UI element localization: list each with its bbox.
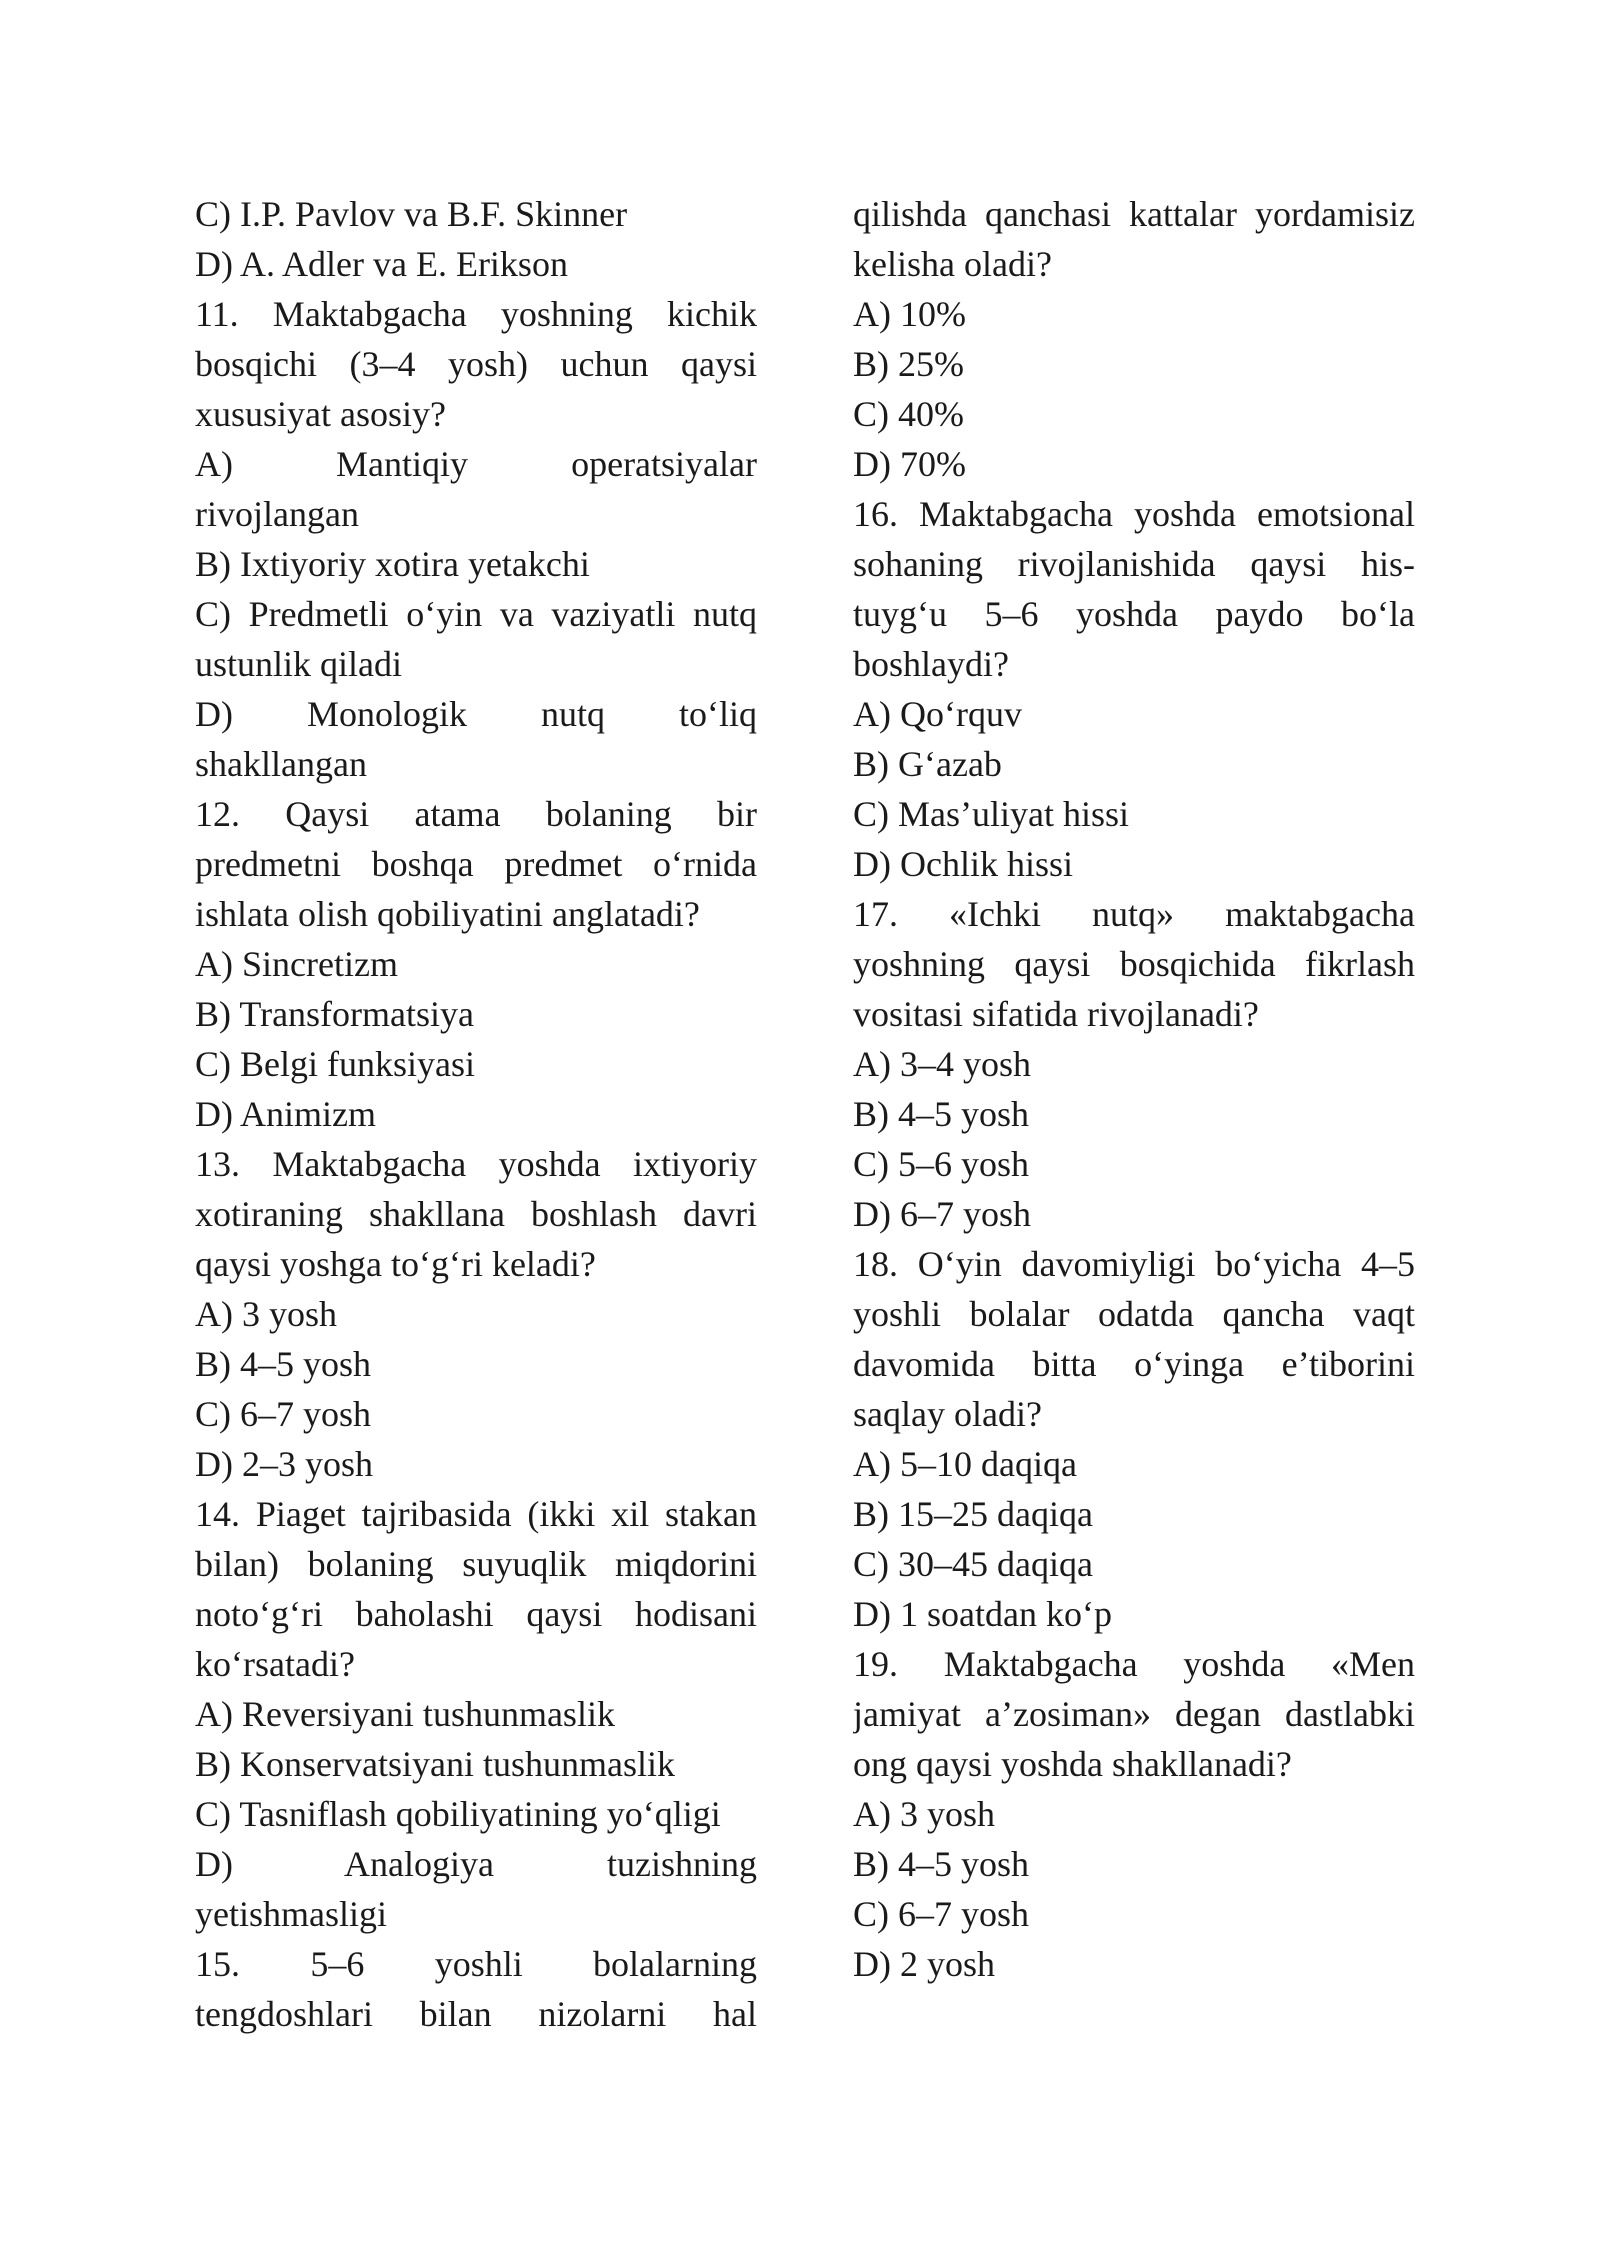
text-line: A) 5–10 daqiqa <box>853 1444 1077 1484</box>
text-line: A) Reversiyani tushunmaslik <box>195 1694 615 1734</box>
text-line: D) A. Adler va E. Erikson <box>195 244 568 284</box>
text-line: xususiyat asosiy? <box>195 394 446 434</box>
text-line: B) 4–5 yosh <box>853 1844 1030 1884</box>
text-line: A) 3 yosh <box>853 1794 995 1834</box>
text-line: D) Analogiya tuzishning <box>195 1844 757 1884</box>
text-line: vositasi sifatida rivojlanadi? <box>853 994 1259 1034</box>
text-line: D) 2 yosh <box>853 1944 995 1984</box>
text-line: xotiraning shakllana boshlash davri <box>195 1194 757 1234</box>
text-line: jamiyat a’zosiman» degan dastlabki <box>853 1694 1415 1734</box>
text-line: B) Konservatsiyani tushunmaslik <box>195 1744 675 1784</box>
text-line: C) Belgi funksiyasi <box>195 1044 475 1084</box>
text-line: C) 6–7 yosh <box>195 1394 372 1434</box>
text-line: B) 25% <box>853 344 964 384</box>
text-line: shakllangan <box>195 744 367 784</box>
text-line: D) 6–7 yosh <box>853 1194 1031 1234</box>
text-line: C) 40% <box>853 394 964 434</box>
text-line: B) 15–25 daqiqa <box>853 1494 1093 1534</box>
text-line: D) Ochlik hissi <box>853 844 1073 884</box>
left-column <box>195 189 757 2039</box>
text-line: A) Qo‘rquv <box>853 694 1022 734</box>
text-line: D) 2–3 yosh <box>195 1444 373 1484</box>
text-line: D) 70% <box>853 444 966 484</box>
text-line: C) Tasniflash qobiliyatining yo‘qligi <box>195 1794 721 1834</box>
text-line: rivojlangan <box>195 494 359 534</box>
text-line: B) 4–5 yosh <box>195 1344 372 1384</box>
text-line: noto‘g‘ri baholashi qaysi hodisani <box>195 1594 757 1634</box>
text-line: C) Mas’uliyat hissi <box>853 794 1129 834</box>
text-line: bosqichi (3–4 yosh) uchun qaysi <box>195 344 757 384</box>
text-line: kelisha oladi? <box>853 244 1052 284</box>
text-line: B) Transformatsiya <box>195 994 474 1034</box>
text-line: 11. Maktabgacha yoshning kichik <box>195 294 757 334</box>
text-line: tengdoshlari bilan nizolarni hal <box>195 1994 757 2034</box>
text-line: 12. Qaysi atama bolaning bir <box>195 794 757 834</box>
text-line: tuyg‘u 5–6 yoshda paydo bo‘la <box>853 594 1415 634</box>
text-line: A) Sincretizm <box>195 944 398 984</box>
text-line: bilan) bolaning suyuqlik miqdorini <box>195 1544 757 1584</box>
text-line: A) Mantiqiy operatsiyalar <box>195 444 757 484</box>
text-line: ong qaysi yoshda shakllanadi? <box>853 1744 1292 1784</box>
text-line: 18. O‘yin davomiyligi bo‘yicha 4–5 <box>853 1244 1415 1284</box>
text-line: D) 1 soatdan ko‘p <box>853 1594 1112 1634</box>
text-line: C) I.P. Pavlov va B.F. Skinner <box>195 194 628 234</box>
text-line: ustunlik qiladi <box>195 644 402 684</box>
text-line: 16. Maktabgacha yoshda emotsional <box>853 494 1415 534</box>
text-line: A) 3–4 yosh <box>853 1044 1031 1084</box>
text-line: yetishmasligi <box>195 1894 387 1934</box>
right-column <box>853 189 1415 1989</box>
text-line: A) 10% <box>853 294 966 334</box>
text-line: yoshli bolalar odatda qancha vaqt <box>853 1294 1415 1334</box>
text-line: 13. Maktabgacha yoshda ixtiyoriy <box>195 1144 757 1184</box>
text-line: ishlata olish qobiliyatini anglatadi? <box>195 894 700 934</box>
text-line: C) 6–7 yosh <box>853 1894 1030 1934</box>
text-line: B) 4–5 yosh <box>853 1094 1030 1134</box>
text-line: boshlaydi? <box>853 644 1009 684</box>
text-line: qilishda qanchasi kattalar yordamisiz <box>853 194 1415 234</box>
text-line: 14. Piaget tajribasida (ikki xil stakan <box>195 1494 757 1534</box>
text-line: A) 3 yosh <box>195 1294 337 1334</box>
text-line: D) Animizm <box>195 1094 376 1134</box>
text-line: B) Ixtiyoriy xotira yetakchi <box>195 544 590 584</box>
text-line: 17. «Ichki nutq» maktabgacha <box>853 894 1415 934</box>
text-line: C) Predmetli o‘yin va vaziyatli nutq <box>195 594 757 634</box>
text-line: davomida bitta o‘yinga e’tiborini <box>853 1344 1415 1384</box>
text-line: yoshning qaysi bosqichida fikrlash <box>853 944 1415 984</box>
text-line: saqlay oladi? <box>853 1394 1042 1434</box>
text-line: C) 30–45 daqiqa <box>853 1544 1093 1584</box>
text-line: D) Monologik nutq to‘liq <box>195 694 757 734</box>
text-line: predmetni boshqa predmet o‘rnida <box>195 844 757 884</box>
text-line: C) 5–6 yosh <box>853 1144 1030 1184</box>
text-line: 19. Maktabgacha yoshda «Men <box>853 1644 1415 1684</box>
text-line: qaysi yoshga to‘g‘ri keladi? <box>195 1244 596 1284</box>
text-line: B) G‘azab <box>853 744 1002 784</box>
text-line: 15. 5–6 yoshli bolalarning <box>195 1944 757 1984</box>
text-line: ko‘rsatadi? <box>195 1644 355 1684</box>
text-line: sohaning rivojlanishida qaysi his- <box>853 544 1415 584</box>
